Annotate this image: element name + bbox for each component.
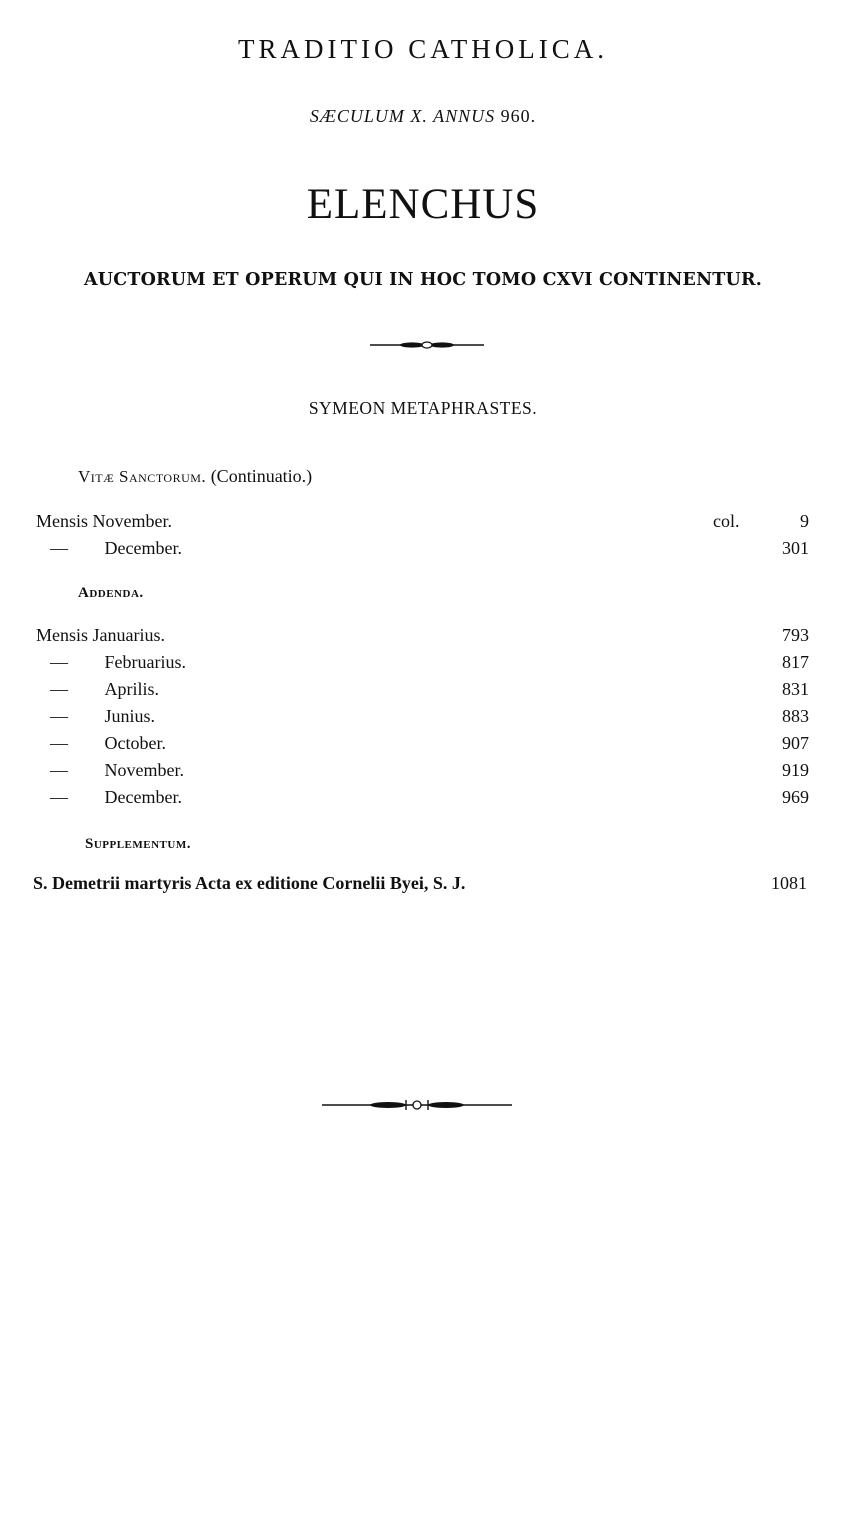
century-label: SÆCULUM X. ANNUS	[309, 106, 496, 126]
ditto-dash: —	[50, 787, 68, 807]
century-year-line	[0, 106, 846, 127]
column-number: 883	[782, 706, 809, 726]
vitae-heading: Vitæ Sanctorum.	[78, 467, 207, 486]
column-number: 1081	[771, 873, 807, 893]
vitae-note: (Continuatio.)	[210, 466, 313, 486]
mensis-prefix: Mensis	[36, 625, 89, 645]
ornament-divider-icon	[322, 1097, 512, 1113]
month-label: December.	[104, 787, 182, 807]
column-number: 301	[782, 538, 809, 558]
month-label: Januarius.	[92, 625, 165, 645]
list-item	[36, 706, 155, 727]
ornament-divider-icon	[370, 338, 484, 352]
supplementum-heading: Supplementum.	[85, 836, 191, 852]
month-label: November.	[92, 511, 172, 531]
ditto-dash: —	[50, 706, 68, 726]
column-number: 9	[800, 511, 809, 531]
list-item	[36, 511, 172, 532]
col-label: col.	[713, 511, 740, 531]
month-label: Junius.	[104, 706, 156, 726]
column-number: 919	[782, 760, 809, 780]
month-label: November.	[104, 760, 184, 780]
list-item	[36, 538, 182, 559]
ditto-dash: —	[50, 679, 68, 699]
mensis-prefix: Mensis	[36, 511, 89, 531]
list-item	[36, 652, 186, 673]
month-label: December.	[104, 538, 182, 558]
ditto-dash: —	[50, 733, 68, 753]
column-number: 969	[782, 787, 809, 807]
column-number: 793	[782, 625, 809, 645]
year-label: 960.	[500, 106, 537, 126]
section-heading-addenda	[78, 581, 144, 602]
ditto-dash: —	[50, 538, 68, 558]
page-title: ELENCHUS	[306, 181, 540, 228]
author-heading: SYMEON METAPHRASTES.	[308, 398, 538, 418]
collection-title: TRADITIO CATHOLICA.	[238, 34, 608, 64]
list-item	[36, 787, 182, 808]
list-item	[36, 625, 165, 646]
column-number: 907	[782, 733, 809, 753]
ditto-dash: —	[50, 760, 68, 780]
page-subtitle: AUCTORUM ET OPERUM QUI IN HOC TOMO CXVI CONTINENTUR.	[84, 270, 762, 290]
list-item: S. Demetrii martyris Acta ex editione Cornelii Byei, S. J.	[33, 873, 466, 893]
addenda-heading: Addenda.	[78, 585, 144, 601]
list-item	[36, 733, 166, 754]
section-heading-vitae	[78, 466, 312, 487]
column-number: 817	[782, 652, 809, 672]
month-label: Februarius.	[104, 652, 186, 672]
list-item	[36, 679, 159, 700]
ditto-dash: —	[50, 652, 68, 672]
month-label: Aprilis.	[104, 679, 160, 699]
month-label: October.	[104, 733, 166, 753]
list-item	[36, 760, 184, 781]
section-heading-supplementum	[85, 832, 191, 853]
column-number: 831	[782, 679, 809, 699]
